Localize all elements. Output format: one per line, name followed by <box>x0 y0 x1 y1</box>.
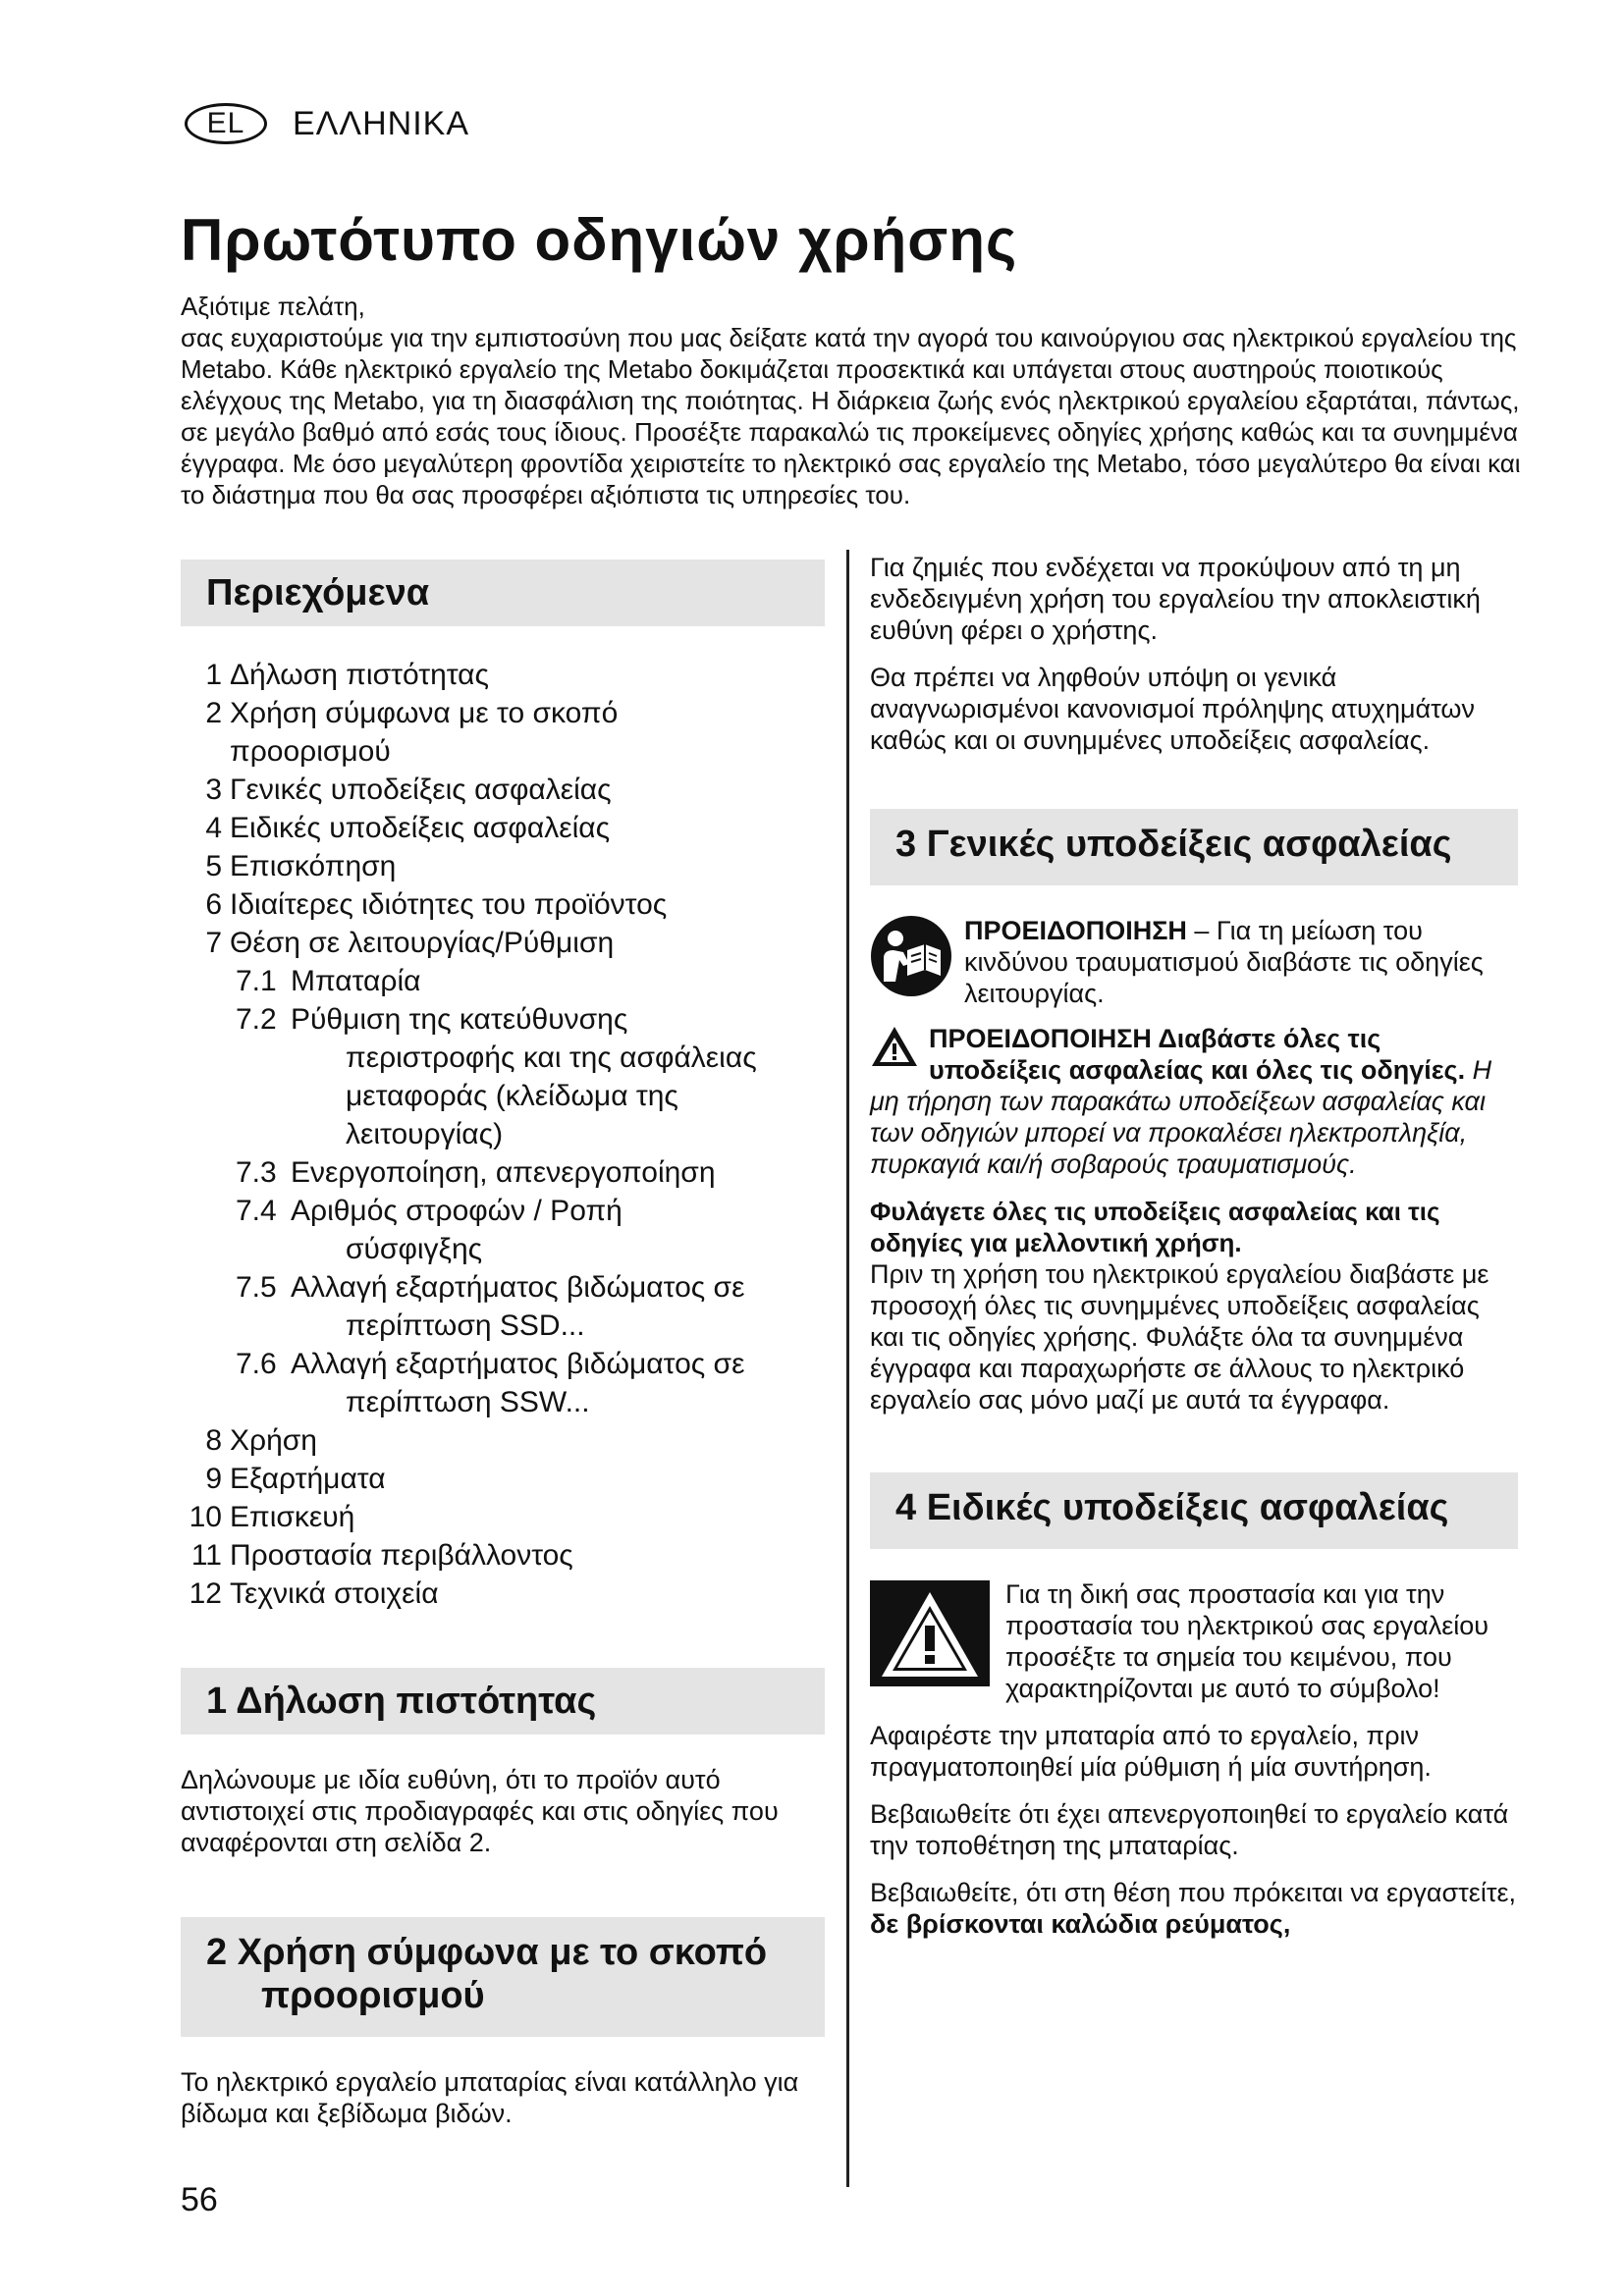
toc-item-title-cont: σύσφιγξης <box>346 1233 483 1265</box>
toc-item-number: 1 <box>205 659 222 691</box>
toc-item <box>181 1268 825 1345</box>
toc-item-number: 7 <box>205 927 222 959</box>
toc-item <box>181 1498 825 1536</box>
toc-item-text <box>291 1000 825 1153</box>
keep-instructions-text: Πριν τη χρήση του ηλεκτρικού εργαλείου διαβάστε με προσοχή όλες τις συνημμένες υποδείξεις ασφαλείας και τις οδηγίες χρήσης. Φυλάξτε όλα τα συνημμένα έγγραφα και παραχωρήστε σε άλλους το ηλεκτρικό εργαλείο σας μόνο μαζί με αυτά τα έγγραφα. <box>870 1259 1489 1415</box>
section-1-heading: 1 Δήλωση πιστότητας <box>181 1668 825 1735</box>
toc-item-number: 9 <box>205 1463 222 1495</box>
toc-item-title: Ρύθμιση της κατεύθυνσης <box>291 1003 628 1036</box>
toc-item <box>181 1192 825 1268</box>
keep-instructions-bold: Φυλάγετε όλες τις υποδείξεις ασφαλείας και τις οδηγίες για μελλοντική χρήση. <box>870 1197 1440 1257</box>
toc-item-title: Ιδιαίτερες ιδιότητες του προϊόντος <box>230 888 668 921</box>
caution-triangle-icon <box>870 1580 990 1693</box>
section-2-heading-text: Χρήση σύμφωνα με το σκοπό προορισμού <box>237 1932 768 2016</box>
intro-greeting: Αξιότιμε πελάτη, <box>181 292 365 321</box>
toc-item-text <box>230 1421 825 1460</box>
toc-item-text <box>291 1345 825 1421</box>
toc-item <box>181 924 825 962</box>
toc-item-title: Αριθμός στροφών / Ροπή <box>291 1195 623 1227</box>
language-header <box>185 103 469 144</box>
toc-item-title-cont: περίπτωση SSD... <box>346 1309 585 1342</box>
left-column <box>181 560 825 2145</box>
toc-item-number: 7.5 <box>236 1271 277 1304</box>
warning-2-italic: Η μη τήρηση των παρακάτω υποδείξεων ασφαλείας και των οδηγιών μπορεί να προκαλέσει ηλεκτροπληξία, πυρκαγιά και/ή σοβαρούς τραυματισμούς. <box>870 1055 1492 1179</box>
toc-item <box>181 1421 825 1460</box>
section-3-heading-num: 3 <box>895 824 917 865</box>
page-number: 56 <box>181 2181 218 2218</box>
intro-body: σας ευχαριστούμε για την εμπιστοσύνη που μας δείξατε κατά την αγορά του καινούργιου σας ηλεκτρικού εργαλείου της Metabo. Κάθε ηλεκτρικό εργαλείο της Metabo δοκιμάζεται προσεκτικά και υπάγεται στους αυστηρούς ποιοτικούς ελέγχους της Metabo, για τη διασφάλιση της ποιότητας. Η διάρκεια ζωής ενός ηλεκτρικού εργαλείου εξαρτάται, πάντως, σε μεγάλο βαθμό από εσάς τους ίδιους. Προσέξτε παρακαλώ τις προκείμενες οδηγίες χρήσης καθώς και τα συνημμένα έγγραφα. Με όσο μεγαλύτερη φροντίδα χειριστείτε το ηλεκτρικό σας εργαλείο της Metabo, τόσο μεγαλύτερο θα είναι και το διάστημα που θα σας προσφέρει αξιόπιστα τις υπηρεσίες του. <box>181 323 1521 509</box>
section-2-heading <box>181 1917 825 2037</box>
toc-item-number: 7.4 <box>236 1195 277 1227</box>
section-1-text: Δηλώνουμε με ιδία ευθύνη, ότι το προϊόν αυτό αντιστοιχεί στις προδιαγραφές και στις οδηγίες που αναφέρονται στη σελίδα 2. <box>181 1765 779 1857</box>
toc-item <box>181 1000 825 1153</box>
toc-item-number: 7.2 <box>236 1003 277 1036</box>
toc-item-title: Τεχνικά στοιχεία <box>230 1577 439 1610</box>
toc-item <box>181 694 825 771</box>
toc-item-text <box>230 847 825 885</box>
intro <box>181 291 1526 510</box>
toc-item-text <box>230 924 825 962</box>
toc-item-title: Προστασία περιβάλλοντος <box>230 1539 573 1572</box>
toc-item-text <box>230 1498 825 1536</box>
section-4-heading-text: Ειδικές υποδείξεις ασφαλείας <box>926 1487 1449 1528</box>
caution-symbol-text: Για τη δική σας προστασία και για την προστασία του ηλεκτρικού σας εργαλείου προσέξτε τα σημεία του κειμένου, που χαρακτηρίζονται με αυτό το σύμβολο! <box>1005 1579 1489 1703</box>
toc-item-text <box>230 1536 825 1575</box>
toc-item <box>181 847 825 885</box>
toc-item-number: 10 <box>189 1501 222 1533</box>
toc-item-number: 7.3 <box>236 1156 277 1189</box>
toc-item-text <box>230 1460 825 1498</box>
warning-1-text: – Για τη μείωση του κινδύνου τραυματισμού διαβάστε τις οδηγίες λειτουργίας. <box>964 916 1484 1008</box>
toc-item-text <box>230 656 825 694</box>
warning-1-label: ΠΡΟΕΙΔΟΠΟΙΗΣΗ <box>964 916 1187 945</box>
column-divider <box>846 550 849 2187</box>
table-of-contents <box>181 656 825 1613</box>
toc-item <box>181 1460 825 1498</box>
toc-item-number: 8 <box>205 1424 222 1457</box>
toc-item-title: Δήλωση πιστότητας <box>230 659 489 691</box>
page-title: Πρωτότυπο οδηγιών χρήσης <box>181 207 1018 273</box>
toc-item-number: 4 <box>205 812 222 844</box>
section-4-heading-num: 4 <box>895 1487 917 1528</box>
toc-item <box>181 1575 825 1613</box>
section-4-p1: Αφαιρέστε την μπαταρία από το εργαλείο, πριν πραγματοποιηθεί μία ρύθμιση ή μία συντήρηση. <box>870 1721 1432 1782</box>
toc-item <box>181 1345 825 1421</box>
language-badge: EL <box>185 103 267 144</box>
section-2-text: Το ηλεκτρικό εργαλείο μπαταρίας είναι κατάλληλο για βίδωμα και ξεβίδωμα βιδών. <box>181 2067 799 2128</box>
toc-item-number: 2 <box>205 697 222 729</box>
toc-item-number: 3 <box>205 774 222 806</box>
section-2-text-cont-2: Θα πρέπει να ληφθούν υπόψη οι γενικά αναγνωρισμένοι κανονισμοί πρόληψης ατυχημάτων καθώς και οι συνημμένες υποδείξεις ασφαλείας. <box>870 663 1476 755</box>
toc-item-title-cont: περιστροφής και της ασφάλειας μεταφοράς (κλείδωμα της λειτουργίας) <box>346 1041 757 1150</box>
toc-item-title-cont: προορισμού <box>230 735 391 768</box>
toc-item-title: Μπαταρία <box>291 965 421 997</box>
contents-heading: Περιεχόμενα <box>181 560 825 626</box>
toc-item-text <box>291 1192 825 1268</box>
toc-item <box>181 771 825 809</box>
toc-item-number: 7.6 <box>236 1348 277 1380</box>
toc-item-text <box>291 1153 825 1192</box>
warning-2-bold: ΠΡΟΕΙΔΟΠΟΙΗΣΗ Διαβάστε όλες τις υποδείξεις ασφαλείας και όλες τις οδηγίες. <box>929 1024 1466 1085</box>
toc-item-text <box>230 809 825 847</box>
caution-symbol-note <box>870 1578 1518 1704</box>
section-4-p3 <box>870 1877 1518 1940</box>
toc-item <box>181 656 825 694</box>
toc-item-text <box>230 694 825 771</box>
section-4-p3-bold: δε βρίσκονται καλώδια ρεύματος, <box>870 1909 1291 1939</box>
toc-item-number: 12 <box>189 1577 222 1610</box>
toc-item-number: 5 <box>205 850 222 882</box>
section-3-heading-text: Γενικές υποδείξεις ασφαλείας <box>926 824 1452 865</box>
keep-instructions <box>870 1196 1518 1415</box>
toc-item-text <box>291 1268 825 1345</box>
toc-item-title-cont: περίπτωση SSW... <box>346 1386 590 1418</box>
toc-item-title: Επισκευή <box>230 1501 355 1533</box>
section-2-heading-num: 2 <box>206 1932 228 1973</box>
toc-item-title: Χρήση <box>230 1424 317 1457</box>
toc-item-title: Χρήση σύμφωνα με το σκοπό <box>230 697 619 729</box>
toc-item <box>181 1536 825 1575</box>
toc-item-number: 11 <box>190 1539 222 1572</box>
read-manual-warning-text <box>964 915 1518 1009</box>
read-manual-icon <box>870 915 952 1002</box>
read-all-warning <box>870 1023 1518 1180</box>
section-4-p3-text: Βεβαιωθείτε, ότι στη θέση που πρόκειται να εργαστείτε, <box>870 1878 1517 1907</box>
toc-item-title: Εξαρτήματα <box>230 1463 386 1495</box>
read-manual-warning <box>870 915 1518 1009</box>
section-4-p2: Βεβαιωθείτε ότι έχει απενεργοποιηθεί το εργαλείο κατά την τοποθέτηση της μπαταρίας. <box>870 1799 1509 1860</box>
right-column <box>870 552 1518 1955</box>
toc-item-title: Επισκόπηση <box>230 850 397 882</box>
toc-item <box>181 809 825 847</box>
toc-item-title: Θέση σε λειτουργίας/Ρύθμιση <box>230 927 615 959</box>
toc-item-text <box>291 962 825 1000</box>
toc-item <box>181 1153 825 1192</box>
toc-item-title: Αλλαγή εξαρτήματος βιδώματος σε <box>291 1271 745 1304</box>
toc-item-title: Γενικές υποδείξεις ασφαλείας <box>230 774 612 806</box>
toc-item-text <box>230 1575 825 1613</box>
toc-item-title: Ενεργοποίηση, απενεργοποίηση <box>291 1156 716 1189</box>
warning-triangle-icon <box>870 1025 919 1075</box>
toc-item <box>181 885 825 924</box>
toc-item-number: 6 <box>205 888 222 921</box>
section-4-heading <box>870 1472 1518 1549</box>
toc-item-text <box>230 771 825 809</box>
language-label: ΕΛΛΗΝΙΚΑ <box>293 104 470 142</box>
section-2-text-cont-1: Για ζημιές που ενδέχεται να προκύψουν από τη μη ενδεδειγμένη χρήση του εργαλείου την αποκλειστική ευθύνη φέρει ο χρήστης. <box>870 553 1481 645</box>
section-3-heading <box>870 809 1518 885</box>
toc-item-text <box>230 885 825 924</box>
toc-item-title: Αλλαγή εξαρτήματος βιδώματος σε <box>291 1348 745 1380</box>
toc-item-number: 7.1 <box>236 965 277 997</box>
toc-item <box>181 962 825 1000</box>
toc-item-title: Ειδικές υποδείξεις ασφαλείας <box>230 812 611 844</box>
